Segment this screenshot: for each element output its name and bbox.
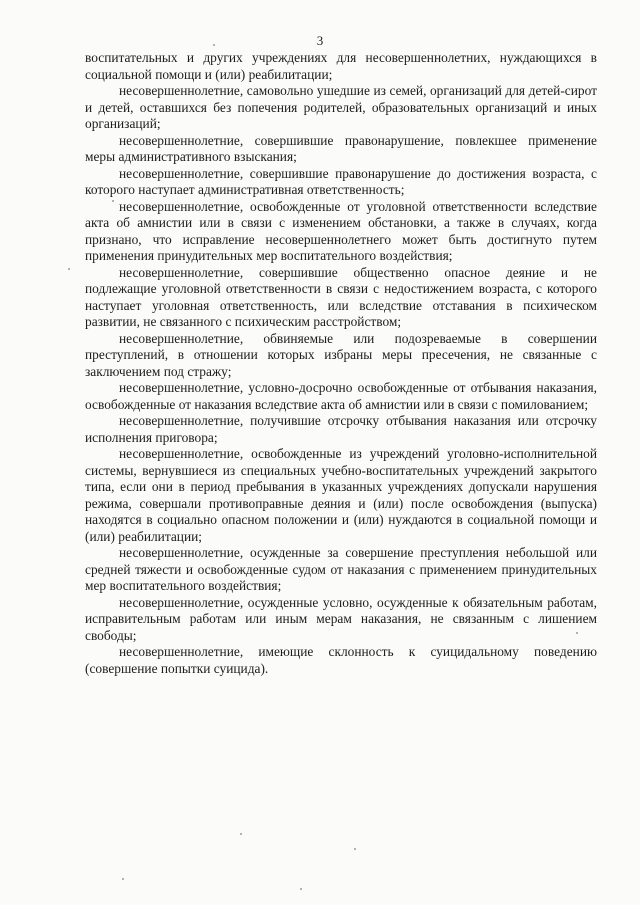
- scan-speck: [112, 200, 114, 202]
- scan-speck: [300, 888, 302, 890]
- list-item-paragraph: несовершеннолетние, имеющие склонность к суицидальному поведению (совершение попытки суицида).: [85, 644, 597, 676]
- document-body: [85, 50, 597, 677]
- list-item-paragraph: несовершеннолетние, совершившие правонарушение, повлекшее применение меры административного взыскания;: [85, 132, 597, 164]
- page-number: 3: [316, 33, 324, 48]
- list-item-paragraph: несовершеннолетние, совершившие правонарушение до достижения возраста, с которого наступает административная ответственность;: [85, 165, 597, 197]
- scan-speck: [240, 833, 242, 835]
- scan-speck: [68, 268, 70, 270]
- paragraph-continuation: воспитательных и других учреждениях для несовершеннолетних, нуждающихся в социальной помощи и (или) реабилитации;: [85, 50, 597, 82]
- scan-speck: [213, 44, 215, 46]
- list-item-paragraph: несовершеннолетние, освобожденные из учреждений уголовно-исполнительной системы, вернувшиеся из специальных учебно-воспитательных учреждений закрытого типа, если они в период пребывания в указанных учреждениях допускали нарушения режима, совершали противоправные деяния и (или) после освобождения (выпуска) находятся в социально опасном положении и (или) нуждаются в социальной помощи и (или) реабилитации;: [85, 446, 597, 544]
- list-item-paragraph: несовершеннолетние, осужденные за совершение преступления небольшой или средней тяжести и освобожденные судом от наказания с применением принудительных мер воспитательного воздействия;: [85, 545, 597, 593]
- list-item-paragraph: несовершеннолетние, освобожденные от уголовной ответственности вследствие акта об амнистии или в связи с изменением обстановки, а также в случаях, когда признано, что исправление несовершеннолетнего может быть достигнуто путем применения принудительных мер воспитательного воздействия;: [85, 198, 597, 263]
- list-item-paragraph: несовершеннолетние, условно-досрочно освобожденные от отбывания наказания, освобожденные от наказания вследствие акта об амнистии или в связи с помилованием;: [85, 380, 597, 412]
- list-item-paragraph: несовершеннолетние, самовольно ушедшие из семей, организаций для детей-сирот и детей, оставшихся без попечения родителей, образовательных организаций и иных организаций;: [85, 83, 597, 131]
- list-item-paragraph: несовершеннолетние, осужденные условно, осужденные к обязательным работам, исправительным работам или иным мерам наказания, не связанным с лишением свободы;: [85, 594, 597, 643]
- scan-speck: [576, 632, 578, 634]
- scan-speck: [122, 878, 124, 880]
- list-item-paragraph: несовершеннолетние, обвиняемые или подозреваемые в совершении преступлений, в отношении которых избраны меры пресечения, не связанные с заключением под стражу;: [85, 330, 597, 379]
- list-item-paragraph: несовершеннолетние, совершившие общественно опасное деяние и не подлежащие уголовной ответственности в связи с недостижением возраста, с которого наступает уголовная ответственность, или вследствие отставания в психическом развитии, не связанного с психическим расстройством;: [85, 264, 597, 329]
- list-item-paragraph: несовершеннолетние, получившие отсрочку отбывания наказания или отсрочку исполнения приговора;: [85, 413, 597, 445]
- scan-speck: [354, 848, 356, 850]
